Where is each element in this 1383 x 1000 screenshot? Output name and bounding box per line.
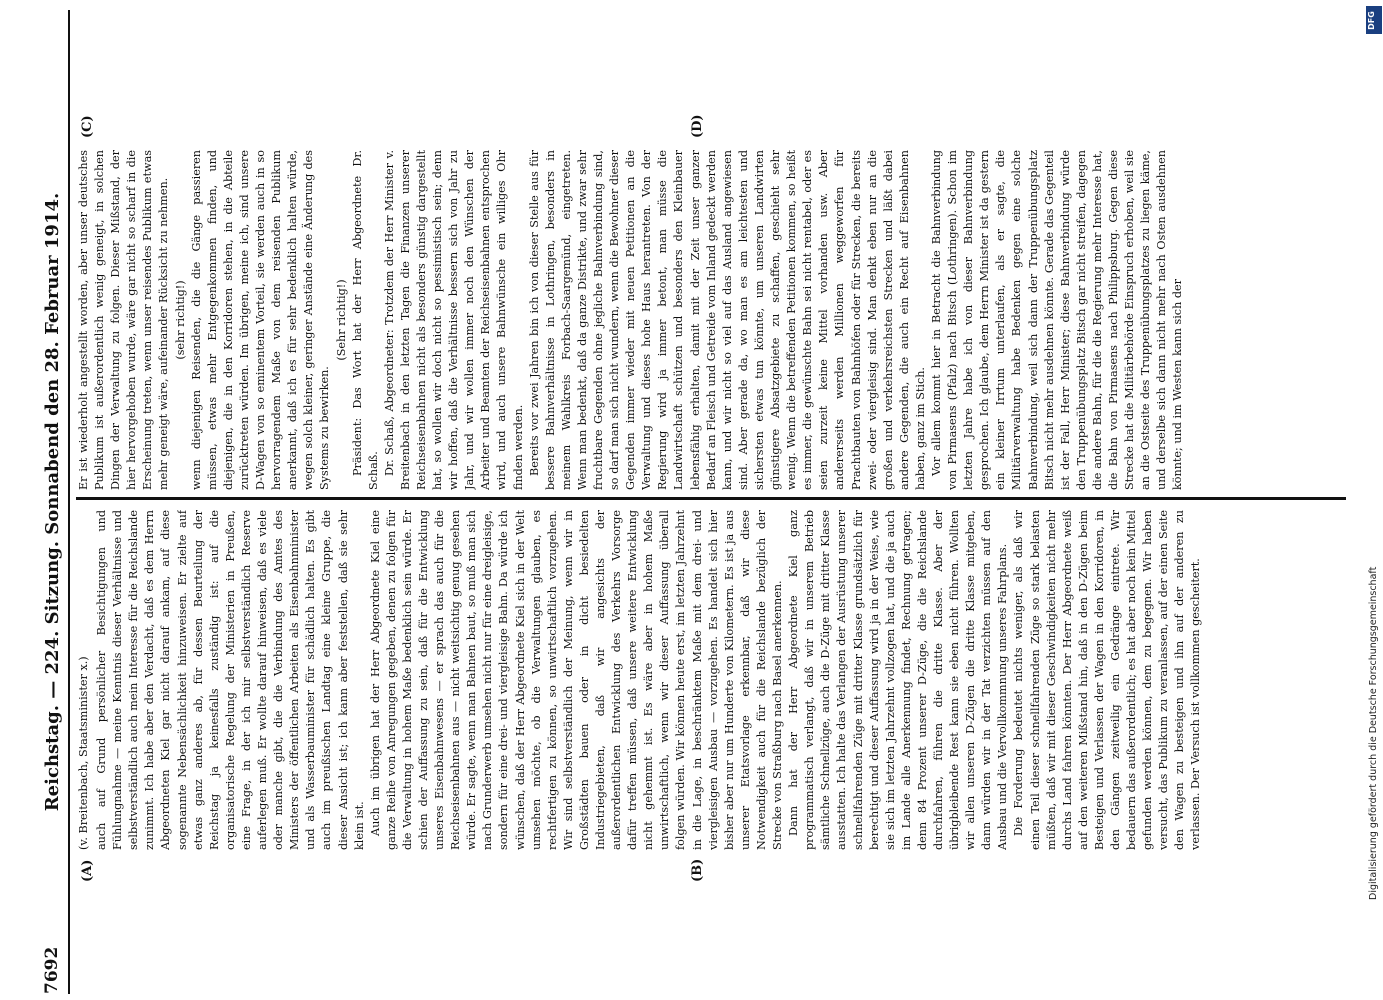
page-title: Reichstag. — 224. Sitzung. Sonnabend den 28. Februar 1914. [42, 192, 63, 812]
paragraph: auch auf Grund persönlicher Besichtigungen und Fühlungnahme — meine Kenntnis dieser Verhältnisse und selbstverständlich auch mein Interesse für die Reichslande zunimmt. Ich habe aber den Verdacht, daß es dem Herrn Abgeordneten Kiel gar nicht darauf ankam, auf diese sogenannte Nebensächlichkeit hinzuweisen. Er zielte auf etwas ganz anderes ab, für dessen Beurteilung der Reichstag ja keinesfalls zuständig ist: auf die organisatorische Regelung der Ministerien in Preußen, eine Frage, in der ich mir selbstverständlich Reserve auferlegen muß. Er wollte darauf hinweisen, daß es viele oder manche gibt, die die Verbindung des Amtes des Ministers der öffentlichen Arbeiten als Eisenbahnminister und als Wasserbauminister für schädlich halten. Es gibt auch im preußischen Landtag eine kleine Gruppe, die dieser Ansicht ist; ich kann aber feststellen, daß sie sehr klein ist. [95, 510, 366, 850]
left-column [76, 510, 1336, 850]
right-column [76, 150, 1336, 490]
digitization-note-text: Digitalisierung gefördert durch die Deutsche Forschungsgemeinschaft [1368, 566, 1379, 900]
margin-marker-c: (C) [80, 115, 95, 138]
paragraph: Auch im übrigen hat der Herr Abgeordnete Kiel eine ganze Reihe von Anregungen gegeben, denen zu folgen für die Verwaltung in hohem Maße bedenklich sein würde. Er schien der Auffassung zu sein, daß für die Entwicklung unseres Eisenbahnwesens — er sprach das auch für die Reichseisenbahnen aus — nicht weitsichtig genug gesehen würde. Er sagte, wenn man Bahnen baut, so muß man sich nach Grunderwerb umsehen nicht nur für eine dreigleisige, sondern für eine drei- und viergleisige Bahn. Da würde ich wünschen, daß der Herr Abgeordnete Kiel sich in der Welt umsehen möchte, ob die Verwaltungen glauben, es rechtfertigen zu können, so unwirtschaftlich vorzugehen. Wir sind selbstverständlich der Meinung, wenn wir in Großstädten bauen oder in dicht besiedelten Industriegebieten, daß wir angesichts der außerordentlichen Entwicklung des Verkehrs Vorsorge dafür treffen müssen, daß unsere weitere Entwicklung nicht gehemmt ist. Es wäre aber in hohem Maße unwirtschaftlich, wenn wir dieser Auffassung überall folgen würden. Wir können heute erst, im letzten Jahrzehnt in die Lage, in beschränktem Maße mit dem drei- und viergleisigen Ausbau — vorzugehen. Es handelt sich hier bisher aber nur um Hunderte von Kilometern. Es ist ja aus unserer Etatsvorlage erkennbar, daß wir diese Notwendigkeit auch für die Reichslande bezüglich der Strecke von Straßburg nach Basel anerkennen. [368, 510, 785, 850]
paragraph: Bereits vor zwei Jahren bin ich von dieser Stelle aus für bessere Bahnverhältnisse in Lothringen, besonders in meinem Wahlkreis Forbach-Saargemünd, eingetreten. Wenn man bedenkt, daß da ganze Distrikte, und zwar sehr fruchtbare Gegenden ohne jegliche Bahnverbindung sind, so darf man sich nicht wundern, wenn die Bewohner dieser Gegenden immer wieder mit neuen Petitionen an die Verwaltung und dieses hohe Haus herantreten. Von der Regierung wird ja immer betont, man müsse die Landwirtschaft schützen und besonders den Kleinbauer lebensfähig erhalten, damit mit der Zeit unser ganzer Bedarf an Fleisch und Getreide vom Inland gedeckt werden kann, und wir nicht so viel auf das Ausland angewiesen sind. Aber gerade da, wo man es am leichtesten und sichersten etwas tun könnte, um unseren Landwirten günstigere Absatzgebiete zu schaffen, geschieht sehr wenig. Wenn die betreffenden Petitionen kommen, so heißt es immer, die gewünschte Bahn sei nicht rentabel, oder es seien zurzeit keine Mittel vorhanden usw. Aber andererseits werden Millionen weggeworfen für Prachtbauten von Bahnhöfen oder für Strecken, die bereits zwei- oder viergleisig sind. Man denkt eben nur an die großen und verkehrsreichsten Strecken und läßt dabei andere Gegenden, die auch ein Recht auf Eisenbahnen haben, ganz im Stich. [527, 150, 927, 490]
margin-marker-d: (D) [690, 114, 705, 138]
paragraph: Dann hat der Herr Abgeordnete Kiel ganz programmatisch verlangt, daß wir in unserem Betrieb sämtliche Schnellzüge, auch die D-Züge mit dritter Klasse ausstatten. Ich halte das Verlangen der Ausrüstung unserer schnellfahrenden Züge mit dritter Klasse grundsätzlich für berechtigt und dieser Auffassung wird ja in der Weise, wie sie sich im letzten Jahrzehnt vollzogen hat, und die ja auch im Lande alle Anerkennung findet, Rechnung getragen; denn 84 Prozent unserer D-Züge, die die Reichslande durchfahren, führen die dritte Klasse. Aber der übrigbleibende Rest kann sie eben nicht führen. Wollten wir allen unseren D-Zügen die dritte Klasse mitgeben, dann würden wir in der Tat verzichten müssen auf den Ausbau und die Vervollkommnung unseres Fahrplans. [787, 510, 1010, 850]
interjection: (Sehr richtig!) [334, 279, 348, 361]
column-divider [76, 497, 1346, 500]
digitization-note [1366, 0, 1383, 1000]
paragraph: Die Forderung bedeutet nichts weniger, als daß wir einen Teil dieser schnellfahrenden Züge so stark belasten müßten, daß wir mit dieser Geschwindigkeiten nicht mehr durchs Land fahren könnten. Der Herr Abgeordnete weiß auf den weiteren Mißstand hin, daß in den D-Zügen beim Besteigen und Verlassen der Wagen in den Korridoren, in den Gängen zeitweilig ein Gedränge eintrete. Wir bedauern das außerordentlich; es hat aber noch kein Mittel gefunden werden können, dem zu begegnen. Wir haben versucht, das Publikum zu veranlassen, auf der einen Seite den Wagen zu besteigen und ihn auf der anderen zu verlassen. Der Versuch ist vollkommen gescheitert. [1012, 510, 1203, 850]
interjection: (sehr richtig!) [173, 280, 187, 360]
speaker-attribution: (v. Breitenbach, Staatsminister x.) [77, 656, 90, 850]
paragraph: wenn diejenigen Reisenden, die die Gänge passieren müssen, etwas mehr Entgegenkommen finden, und diejenigen, die in den Korridoren stehen, in die Abteile zurücktreten würden. Im übrigen, meine ich, sind unsere D-Wagen von so eminentem Vorteil, sie werden auch in so hervorragendem Maße von dem reisenden Publikum anerkannt, daß ich es für sehr bedenklich halten würde, wegen solch kleiner, geringer Anstände eine Änderung des Systems zu bewirken. [189, 150, 332, 490]
paragraph: Er ist wiederholt angestellt worden, aber unser deutsches Publikum ist außerordentlich wenig geneigt, in solchen Dingen der Verwaltung zu folgen. Dieser Mißstand, der hier hervorgehoben wurde, wäre gar nicht so scharf in die Erscheinung treten, wenn unser reisendes Publikum etwas mehr geneigt wäre, aufeinander Rücksicht zu nehmen. [77, 150, 171, 490]
paragraph: Vor allem kommt hier in Betracht die Bahnverbindung von Pirmasens (Pfalz) nach Bitsch (Lothringen). Schon im letzten Jahre habe ich von dieser Bahnverbindung gesprochen. Ich glaube, dem Herrn Minister ist da gestern ein kleiner Irrtum unterlaufen, als er sagte, die Militärverwaltung habe Bedenken gegen eine solche Bahnverbindung, weil sich dann der Truppenübungsplatz Bitsch nicht mehr ausdehnen könnte. Gerade das Gegenteil ist der Fall, Herr Minister; diese Bahnverbindung würde den Truppenübungsplatz Bitsch gar nicht streifen, dagegen die andere Bahn, für die die Regierung mehr Interesse hat, die Bahn von Pirmasens nach Philippsburg. Gegen diese Strecke hat die Militärbehörde Einspruch erhoben, weil sie an die Ostseite des Truppenübungsplatzes zu liegen käme, und derselbe sich dann nicht mehr nach Osten ausdehnen könnte; und im Westen kann sich der [929, 150, 1185, 490]
dfg-logo: DFG [1366, 6, 1382, 34]
paragraph: Dr. Schaß, Abgeordneter: Trotzdem der Herr Minister v. Breitenbach in den letzten Tagen die Finanzen unserer Reichseisenbahnen nicht als besonders günstig dargestellt hat, so wollen wir doch nicht so pessimistisch sein; denn wir hoffen, daß die Verhältnisse bessern sich von Jahr zu Jahr, und wir wollen immer noch den Wünschen der Arbeiter und Beamten der Reichseisenbahnen entsprochen wird, und auch unsere Bahnwünsche ein williges Ohr finden werden. [382, 150, 525, 490]
header-rule [68, 10, 70, 994]
president-statement: Präsident: Das Wort hat der Herr Abgeordnete Dr. Schaß. [350, 150, 380, 490]
page-number: 7692 [42, 946, 62, 994]
margin-marker-a: (A) [80, 859, 95, 882]
running-head [40, 10, 70, 994]
margin-marker-b: (B) [690, 858, 705, 882]
